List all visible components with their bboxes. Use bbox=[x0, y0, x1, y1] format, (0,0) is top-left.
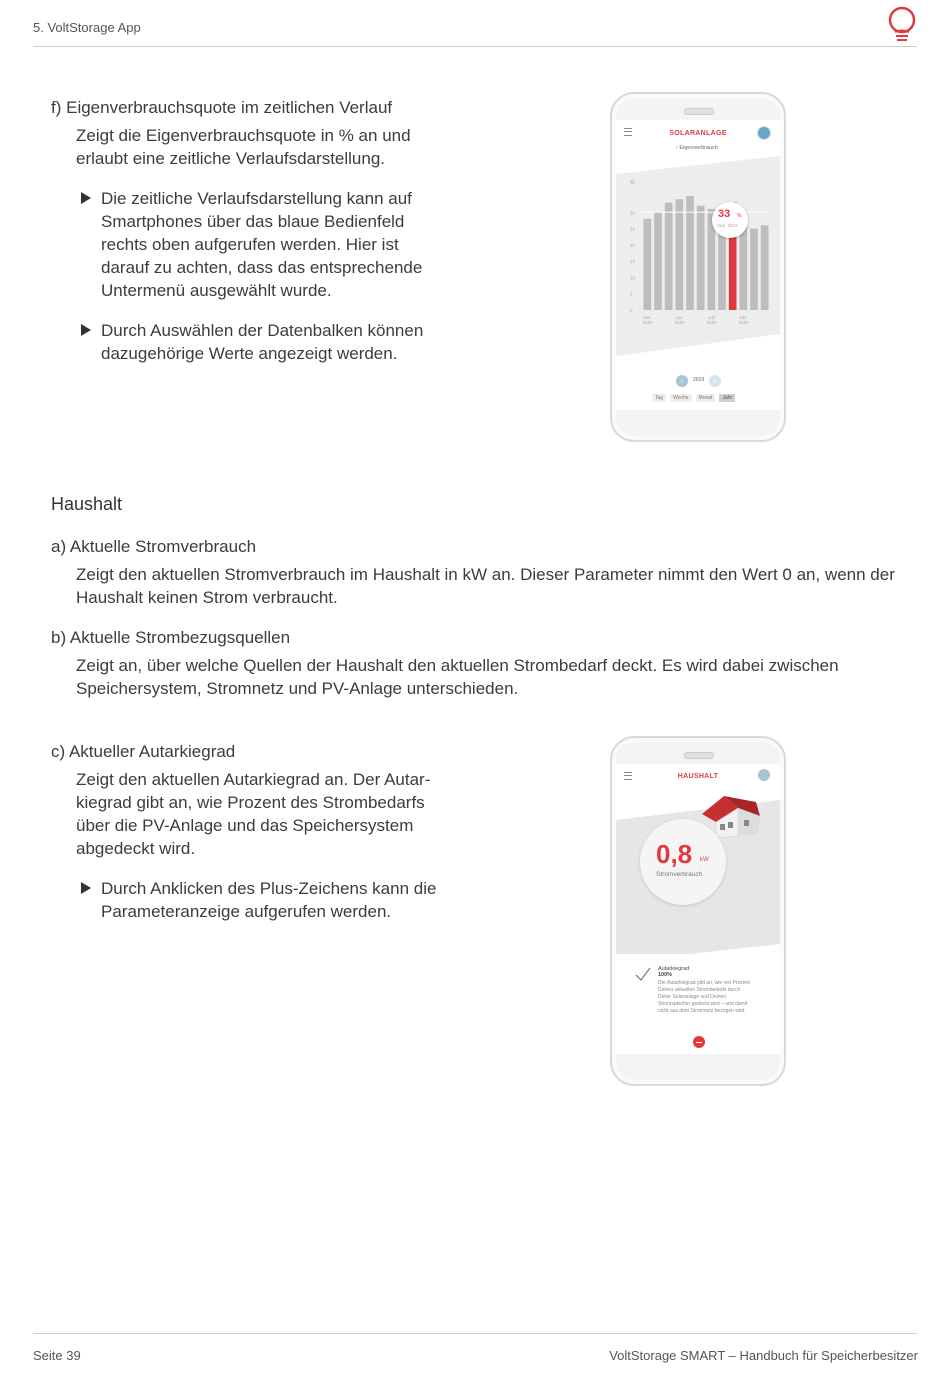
bar[interactable] bbox=[750, 229, 758, 310]
footer-page: Seite 39 bbox=[33, 1348, 81, 1363]
section-f-line2: erlaubt eine zeitliche Verlaufsdarstellung. bbox=[76, 149, 386, 168]
section-a-heading: a) Aktuelle Stromverbrauch bbox=[51, 537, 257, 556]
bar[interactable] bbox=[643, 219, 651, 310]
section-f-line1: Zeigt die Eigenverbrauchsquote in % an und bbox=[76, 126, 411, 145]
tab-year[interactable]: Jahr bbox=[719, 394, 735, 402]
y-tick-label: 0 bbox=[630, 308, 633, 313]
section-f-heading: f) Eigenverbrauchsquote im zeitlichen Verlauf bbox=[51, 98, 393, 117]
tab-week[interactable]: Woche bbox=[670, 394, 691, 402]
callout-date: Sep. 2019 bbox=[717, 223, 738, 228]
x-tick-label: Juli bbox=[707, 315, 715, 320]
y-tick-label: 10 bbox=[630, 275, 636, 281]
card-value: 100% bbox=[658, 972, 673, 978]
phone-speaker bbox=[684, 752, 714, 759]
period-tabs bbox=[652, 394, 735, 402]
consumption-circle bbox=[640, 819, 726, 905]
year-label: 2019 bbox=[693, 377, 705, 383]
consumption-label: Stromverbrauch bbox=[656, 871, 703, 878]
arrow-left-icon[interactable]: ‹ bbox=[676, 375, 688, 387]
self-consumption-chart bbox=[616, 156, 780, 372]
section-f-bullet1: Die zeitliche Verlaufsdarstellung kann auf Smartphones über das blaue Bedienfeld rechts oben aufgerufen werden. Hier ist darauf zu achten, dass das entsprechende Untermenü ausgewählt wurde. bbox=[101, 189, 423, 300]
header-section: 5. VoltStorage App bbox=[33, 20, 141, 35]
bar[interactable] bbox=[686, 196, 694, 310]
x-tick-label: 2019 bbox=[706, 320, 717, 325]
section-b-text2: Speichersystem, Stromnetz und PV-Anlage unterschieden. bbox=[76, 679, 519, 698]
y-tick-label: 30 bbox=[630, 210, 636, 216]
card-text: Der Autarkiegrad gibt an, wie viel Prozent Deines aktuellen Strombedarfs durch Deine Solaranlage und Deinen Stromspeicher gedeckt wird – und damit nicht aus dem Stromnetz bezogen wird. bbox=[658, 980, 750, 1014]
autarky-card bbox=[658, 966, 770, 1015]
x-tick-label: Jan. bbox=[643, 315, 652, 320]
bar[interactable] bbox=[654, 212, 662, 310]
bullet-icon bbox=[81, 192, 91, 204]
bar[interactable] bbox=[665, 203, 673, 310]
section-f-bullet2: Durch Auswählen der Datenbalken können dazugehörige Werte angezeigt werden. bbox=[101, 321, 424, 363]
haushalt-title: Haushalt bbox=[51, 494, 123, 514]
y-unit-label: % bbox=[630, 180, 635, 186]
submenu-label: ‹ Eigenverbrauch bbox=[676, 145, 718, 151]
bar[interactable] bbox=[739, 225, 747, 310]
phone-screen-household bbox=[616, 764, 780, 1054]
tab-month[interactable]: Monat bbox=[696, 394, 716, 402]
bullet-icon bbox=[81, 882, 91, 894]
bar[interactable] bbox=[761, 225, 769, 310]
app-title-household: HAUSHALT bbox=[677, 773, 719, 780]
callout-unit: % bbox=[737, 213, 742, 219]
phone-screen-solar bbox=[616, 120, 780, 410]
chart-toggle-icon[interactable] bbox=[757, 126, 771, 140]
card-title: Autarkiegrad bbox=[658, 966, 690, 972]
bar[interactable] bbox=[675, 199, 683, 310]
section-c-bullet: Durch Anklicken des Plus-Zeichens kann die Parameteranzeige aufgerufen werden. bbox=[101, 879, 437, 921]
tab-day[interactable]: Tag bbox=[652, 394, 666, 402]
consumption-value: 0,8 bbox=[656, 839, 693, 869]
section-a-text2: Haushalt keinen Strom verbraucht. bbox=[76, 588, 338, 607]
x-tick-label: Okt. bbox=[739, 315, 748, 320]
section-a-text1: Zeigt den aktuellen Stromverbrauch im Haushalt in kW an. Dieser Parameter nimmt den Wert 0 an, wenn der bbox=[76, 565, 895, 584]
y-tick-label: 5 bbox=[630, 291, 633, 297]
x-tick-label: 2019 bbox=[674, 320, 685, 325]
bar[interactable] bbox=[697, 206, 705, 310]
phone-speaker bbox=[684, 108, 714, 115]
y-tick-label: 25 bbox=[630, 226, 636, 232]
arrow-right-icon[interactable]: › bbox=[709, 375, 721, 387]
phone-mockup-solar bbox=[610, 92, 786, 442]
section-c-heading: c) Aktueller Autarkiegrad bbox=[51, 742, 236, 761]
x-tick-label: 2019 bbox=[642, 320, 653, 325]
footer-divider bbox=[33, 1333, 917, 1334]
chart-toggle-icon[interactable] bbox=[758, 769, 770, 781]
value-callout bbox=[712, 202, 748, 238]
x-tick-label: 2019 bbox=[738, 320, 749, 325]
section-b-text1: Zeigt an, über welche Quellen der Haushalt den aktuellen Strombedarf deckt. Es wird dabei zwischen bbox=[76, 656, 839, 675]
minus-icon[interactable] bbox=[693, 1036, 705, 1048]
phone-mockup-household bbox=[610, 736, 786, 1086]
lightbulb-logo-icon bbox=[884, 5, 920, 43]
app-title-solar: SOLARANLAGE bbox=[669, 130, 727, 137]
y-tick-label: 20 bbox=[630, 242, 636, 248]
consumption-unit: kW bbox=[700, 857, 709, 863]
x-tick-label: Apr. bbox=[675, 315, 684, 320]
section-b-heading: b) Aktuelle Strombezugsquellen bbox=[51, 628, 291, 647]
bullet-icon bbox=[81, 324, 91, 336]
y-tick-label: 15 bbox=[630, 259, 636, 265]
footer-doc-title: VoltStorage SMART – Handbuch für Speicherbesitzer bbox=[609, 1348, 918, 1363]
section-c-text: Zeigt den aktuellen Autarkiegrad an. Der Autar- kiegrad gibt an, wie Prozent des Strombedarfs über die PV-Anlage und das Speichersystem abgedeckt wird. bbox=[76, 770, 431, 858]
check-icon bbox=[634, 966, 652, 982]
callout-value: 33 bbox=[718, 208, 731, 220]
header-divider bbox=[33, 46, 917, 47]
